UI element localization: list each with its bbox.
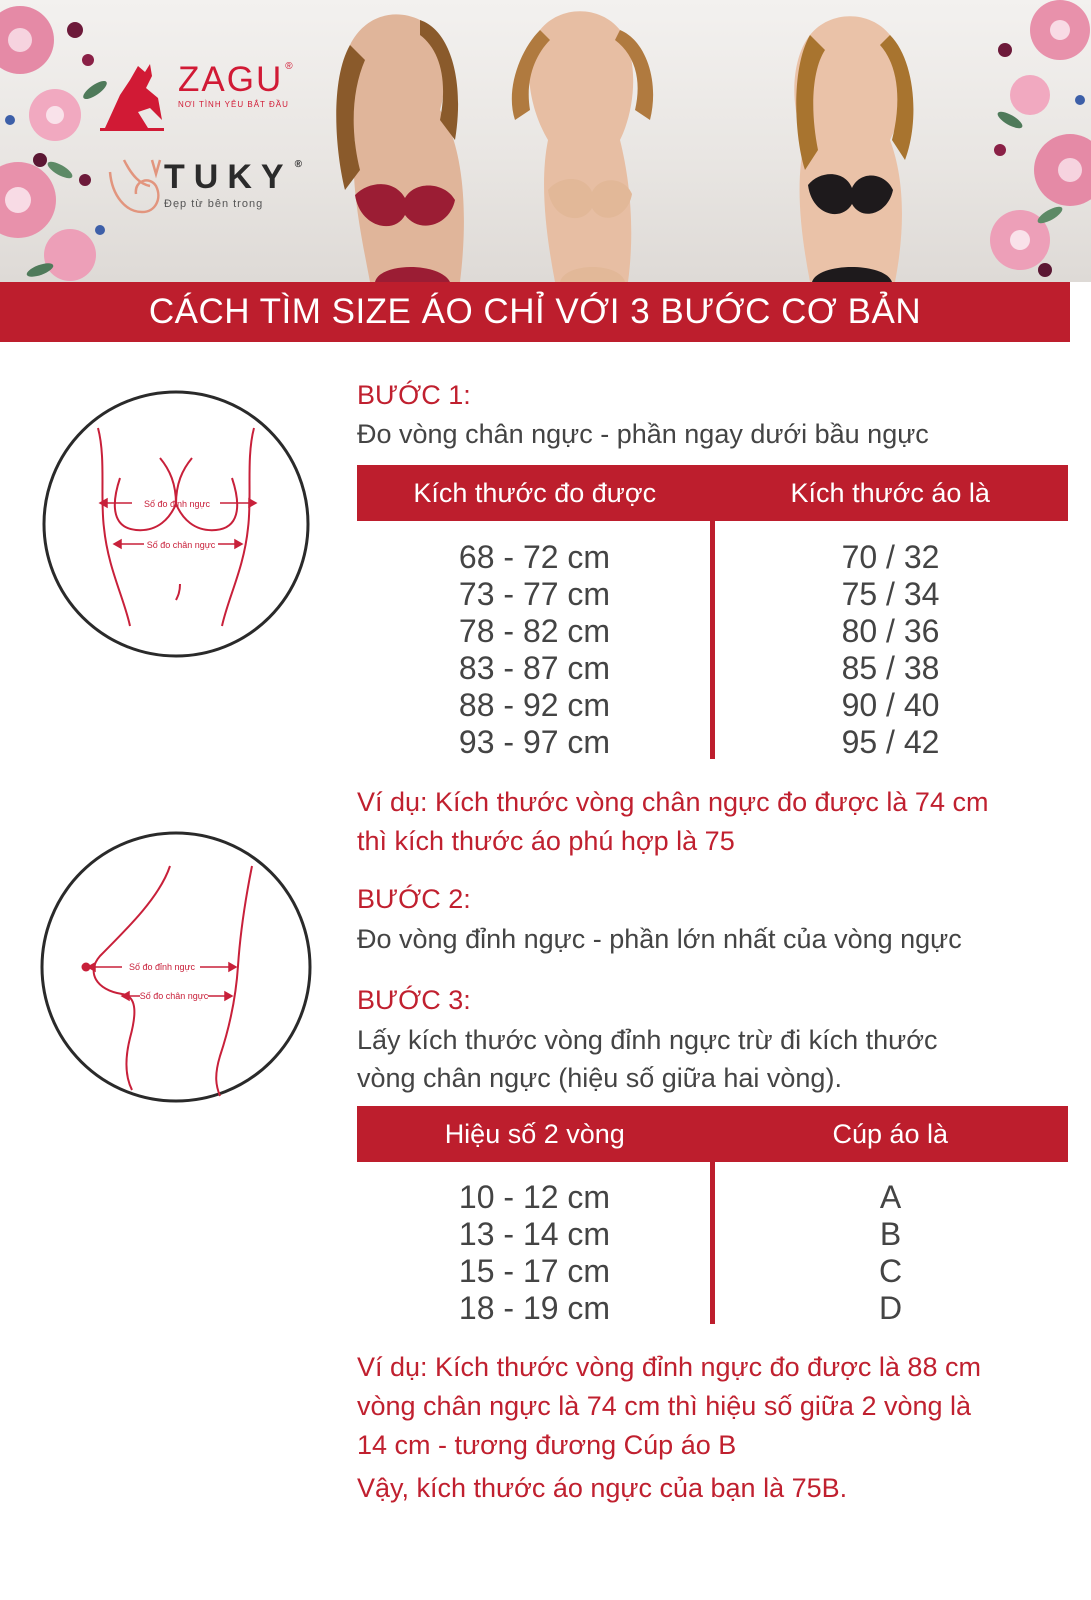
table-cell: D	[878, 1290, 903, 1326]
banner-artwork	[0, 0, 1091, 282]
size-table-header-size: Kích thước áo là	[790, 478, 990, 508]
table-cell: 83 - 87 cm	[458, 650, 611, 686]
tuky-wordmark: TUKY ®	[164, 158, 311, 196]
step2-title: BƯỚC 2:	[357, 884, 471, 914]
example-line: vòng chân ngực là 74 cm thì hiệu số giữa 2 vòng là	[357, 1391, 972, 1421]
zagu-tagline: NƠI TÌNH YÊU BẮT ĐẦU	[178, 100, 289, 109]
size-table-header-measured: Kích thước đo được	[413, 478, 657, 508]
table-cell: 78 - 82 cm	[458, 613, 611, 649]
tuky-tagline: Đẹp từ bên trong	[164, 198, 264, 210]
table-cell: 13 - 14 cm	[458, 1216, 611, 1252]
description-line: Lấy kích thước vòng đỉnh ngực trừ đi kích thước	[357, 1025, 938, 1055]
step1-example	[357, 783, 988, 861]
table-cell: 90 / 40	[841, 687, 940, 723]
cup-table-cup-column	[713, 1179, 1068, 1327]
bottom-measure-label: Số đo chân ngực	[139, 991, 209, 1001]
table-cell: 18 - 19 cm	[458, 1290, 611, 1326]
size-table-header	[357, 465, 1068, 521]
size-conclusion: Vậy, kích thước áo ngực của bạn là 75B.	[357, 1473, 848, 1503]
table-cell: 73 - 77 cm	[458, 576, 611, 612]
step1-title: BƯỚC 1:	[357, 380, 471, 410]
zagu-wordmark: ZAGU ®	[178, 60, 295, 99]
diagram-circle	[44, 392, 308, 656]
table-cell: B	[879, 1216, 902, 1252]
side-measurement-diagram	[40, 826, 312, 1108]
table-cell: 75 / 34	[841, 576, 940, 612]
table-cell: A	[879, 1179, 902, 1215]
step2-description: Đo vòng đỉnh ngực - phần lớn nhất của vòng ngực	[357, 924, 962, 954]
model-red-bra-photo	[336, 14, 464, 282]
step3-title: BƯỚC 3:	[357, 985, 471, 1015]
example-line: 14 cm - tương đương Cúp áo B	[357, 1430, 737, 1460]
size-table-measured-column	[357, 539, 712, 761]
table-cell: 85 / 38	[841, 650, 940, 686]
table-cell: 88 - 92 cm	[458, 687, 611, 723]
step1-description: Đo vòng chân ngực - phần ngay dưới bầu ngực	[357, 419, 929, 449]
size-table-size-column	[713, 539, 1068, 761]
front-measurement-diagram	[40, 388, 312, 660]
floral-left-decoration	[0, 6, 109, 281]
table-cell: 68 - 72 cm	[458, 539, 611, 575]
model-nude-bra-photo	[512, 11, 653, 282]
floral-right-decoration	[990, 0, 1091, 277]
banner	[0, 0, 1091, 282]
model-black-bra-photo	[794, 16, 913, 282]
table-cell: 93 - 97 cm	[458, 724, 611, 760]
step3-description	[357, 1021, 937, 1097]
title-bar	[0, 282, 1070, 342]
example-line: thì kích thước áo phú hợp là 75	[357, 826, 735, 856]
description-line: vòng chân ngực (hiệu số giữa hai vòng).	[357, 1063, 842, 1093]
cup-table-header-difference: Hiệu số 2 vòng	[444, 1119, 625, 1149]
example-line: Ví dụ: Kích thước vòng đỉnh ngực đo được là 88 cm	[357, 1352, 981, 1382]
example-line: Ví dụ: Kích thước vòng chân ngực đo được là 74 cm	[357, 787, 989, 817]
page-title: CÁCH TÌM SIZE ÁO CHỈ VỚI 3 BƯỚC CƠ BẢN	[148, 292, 922, 331]
table-cell: 95 / 42	[841, 724, 940, 760]
top-measure-label: Số đo đỉnh ngực	[143, 499, 211, 509]
bottom-measure-label: Số đo chân ngực	[146, 540, 216, 550]
table-cell: 10 - 12 cm	[458, 1179, 611, 1215]
table-cell: C	[878, 1253, 903, 1289]
table-cell: 70 / 32	[841, 539, 940, 575]
cup-table-difference-column	[357, 1179, 712, 1327]
cup-table-header	[357, 1106, 1068, 1162]
table-cell: 80 / 36	[841, 613, 940, 649]
table-cell: 15 - 17 cm	[458, 1253, 611, 1289]
tuky-brand	[100, 160, 311, 210]
zagu-brand	[100, 62, 295, 109]
cup-table-header-cup: Cúp áo là	[832, 1119, 949, 1149]
step3-example	[357, 1348, 981, 1465]
top-measure-label: Số đo đỉnh ngực	[128, 962, 196, 972]
